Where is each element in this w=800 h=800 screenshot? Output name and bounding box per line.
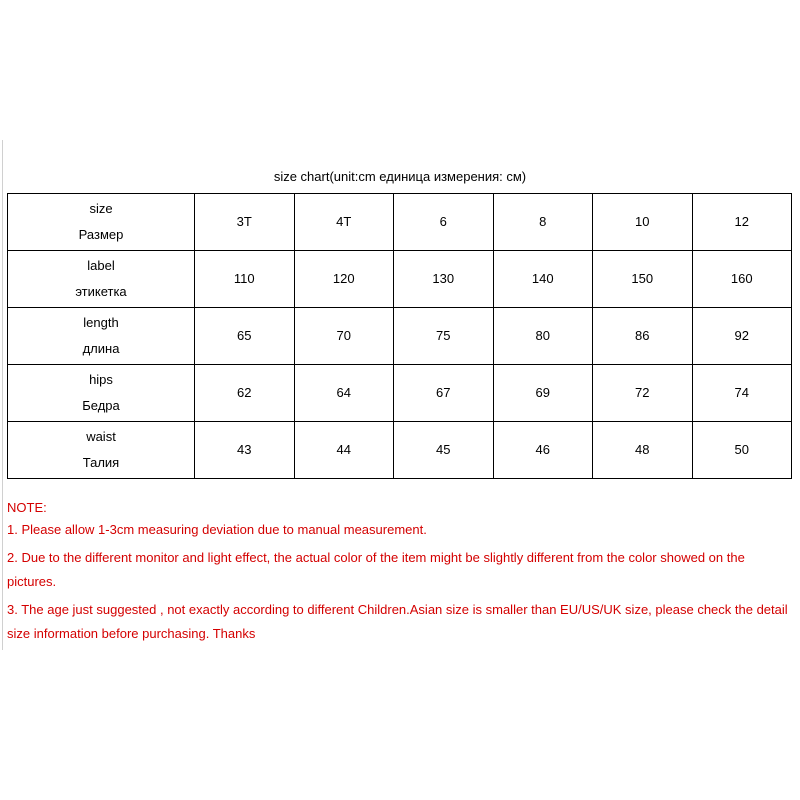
table-cell: 140 — [493, 251, 593, 308]
table-cell: 8 — [493, 194, 593, 251]
row-header-ru: Размер — [78, 227, 124, 242]
row-header — [8, 422, 195, 479]
row-header — [8, 365, 195, 422]
left-divider — [2, 140, 3, 650]
row-header — [8, 251, 195, 308]
table-cell: 160 — [692, 251, 792, 308]
row-header-ru: длина — [82, 341, 120, 356]
note-item-2: 2. Due to the different monitor and light effect, the actual color of the item might be slightly different from the color showed on the pictures. — [7, 550, 745, 589]
table-cell: 62 — [195, 365, 295, 422]
table-cell: 120 — [294, 251, 394, 308]
table-cell: 43 — [195, 422, 295, 479]
row-header-en: label — [87, 258, 115, 273]
table-cell: 44 — [294, 422, 394, 479]
table-cell: 150 — [593, 251, 693, 308]
table-cell: 6 — [394, 194, 494, 251]
table-cell: 75 — [394, 308, 494, 365]
note-item-1: 1. Please allow 1-3cm measuring deviation due to manual measurement. — [7, 522, 427, 537]
row-header-en: length — [83, 315, 119, 330]
table-cell: 12 — [692, 194, 792, 251]
table-row-length — [8, 308, 792, 365]
row-header — [8, 308, 195, 365]
row-header-en: waist — [86, 429, 116, 444]
table-cell: 92 — [692, 308, 792, 365]
table-cell: 72 — [593, 365, 693, 422]
table-cell: 69 — [493, 365, 593, 422]
table-cell: 80 — [493, 308, 593, 365]
table-row-hips — [8, 365, 792, 422]
table-cell: 64 — [294, 365, 394, 422]
size-table — [7, 193, 792, 479]
table-cell: 130 — [394, 251, 494, 308]
table-cell: 3T — [195, 194, 295, 251]
row-header-en: hips — [89, 372, 113, 387]
note-item-3: 3. The age just suggested , not exactly according to different Children.Asian size is smaller than EU/US/UK size, please check the detail size information before purchasing. Thanks — [7, 602, 788, 641]
table-cell: 10 — [593, 194, 693, 251]
notes-heading: NOTE: — [7, 500, 47, 515]
table-cell: 48 — [593, 422, 693, 479]
table-cell: 45 — [394, 422, 494, 479]
table-row-size — [8, 194, 792, 251]
table-row-label — [8, 251, 792, 308]
table-cell: 70 — [294, 308, 394, 365]
table-cell: 4T — [294, 194, 394, 251]
table-cell: 50 — [692, 422, 792, 479]
table-cell: 110 — [195, 251, 295, 308]
row-header — [8, 194, 195, 251]
row-header-en: size — [89, 201, 113, 216]
table-row-waist — [8, 422, 792, 479]
table-cell: 67 — [394, 365, 494, 422]
table-cell: 46 — [493, 422, 593, 479]
size-chart-title: size chart(unit:cm единица измерения: см) — [273, 169, 527, 184]
table-cell: 86 — [593, 308, 693, 365]
table-cell: 74 — [692, 365, 792, 422]
table-cell: 65 — [195, 308, 295, 365]
notes-section — [7, 498, 793, 650]
row-header-ru: Бедра — [82, 398, 120, 413]
row-header-ru: этикетка — [75, 284, 127, 299]
row-header-ru: Талия — [82, 455, 120, 470]
